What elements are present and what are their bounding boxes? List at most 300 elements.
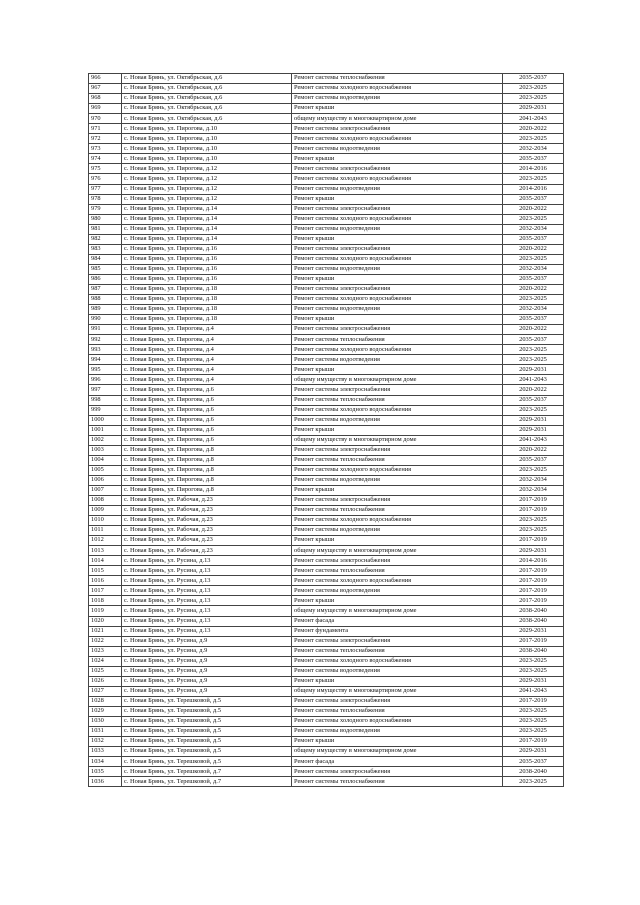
- period-cell: 2023-2025: [503, 526, 564, 536]
- work-type-cell: Ремонт системы холодного водоснабжения: [292, 717, 503, 727]
- work-type-cell: Ремонт системы электроснабжения: [292, 767, 503, 777]
- table-row: [89, 385, 564, 395]
- table-row: [89, 506, 564, 516]
- address-cell: с. Новая Брянь, ул. Русина, д.13: [122, 566, 292, 576]
- address-cell: с. Новая Брянь, ул. Терешковой, д.5: [122, 706, 292, 716]
- address-cell: с. Новая Брянь, ул. Пирогова, д.10: [122, 124, 292, 134]
- period-cell: 2038-2040: [503, 616, 564, 626]
- address-cell: с. Новая Брянь, ул. Рабочая, д.23: [122, 516, 292, 526]
- period-cell: 2020-2022: [503, 244, 564, 254]
- address-cell: с. Новая Брянь, ул. Пирогова, д.12: [122, 164, 292, 174]
- table-row: [89, 134, 564, 144]
- period-cell: 2023-2025: [503, 516, 564, 526]
- address-cell: с. Новая Брянь, ул. Пирогова, д.12: [122, 194, 292, 204]
- address-cell: с. Новая Брянь, ул. Пирогова, д.10: [122, 154, 292, 164]
- address-cell: с. Новая Брянь, ул. Пирогова, д.6: [122, 395, 292, 405]
- address-cell: с. Новая Брянь, ул. Пирогова, д.8: [122, 475, 292, 485]
- address-cell: с. Новая Брянь, ул. Октябрьская, д.6: [122, 74, 292, 84]
- row-number-cell: 977: [89, 184, 122, 194]
- period-cell: 2035-2037: [503, 194, 564, 204]
- work-type-cell: Ремонт системы холодного водоснабжения: [292, 345, 503, 355]
- table-row: [89, 475, 564, 485]
- period-cell: 2023-2025: [503, 405, 564, 415]
- row-number-cell: 1029: [89, 706, 122, 716]
- work-type-cell: Ремонт системы холодного водоснабжения: [292, 84, 503, 94]
- row-number-cell: 1012: [89, 536, 122, 546]
- period-cell: 2038-2040: [503, 767, 564, 777]
- address-cell: с. Новая Брянь, ул. Терешковой, д.5: [122, 717, 292, 727]
- work-type-cell: общему имуществу в многоквартирном доме: [292, 747, 503, 757]
- address-cell: с. Новая Брянь, ул. Пирогова, д.18: [122, 315, 292, 325]
- table-row: [89, 666, 564, 676]
- address-cell: с. Новая Брянь, ул. Русина, д.9: [122, 636, 292, 646]
- row-number-cell: 994: [89, 355, 122, 365]
- work-type-cell: Ремонт системы электроснабжения: [292, 556, 503, 566]
- work-type-cell: Ремонт системы холодного водоснабжения: [292, 214, 503, 224]
- address-cell: с. Новая Брянь, ул. Терешковой, д.7: [122, 777, 292, 787]
- period-cell: 2017-2019: [503, 586, 564, 596]
- work-type-cell: Ремонт системы теплоснабжения: [292, 506, 503, 516]
- period-cell: 2017-2019: [503, 596, 564, 606]
- period-cell: 2035-2037: [503, 74, 564, 84]
- work-type-cell: Ремонт системы электроснабжения: [292, 445, 503, 455]
- row-number-cell: 1027: [89, 686, 122, 696]
- row-number-cell: 991: [89, 325, 122, 335]
- work-type-cell: Ремонт крыши: [292, 536, 503, 546]
- row-number-cell: 1034: [89, 757, 122, 767]
- work-type-cell: Ремонт системы электроснабжения: [292, 124, 503, 134]
- table-row: [89, 194, 564, 204]
- row-number-cell: 992: [89, 335, 122, 345]
- work-type-cell: Ремонт крыши: [292, 234, 503, 244]
- address-cell: с. Новая Брянь, ул. Русина, д.13: [122, 616, 292, 626]
- table-row: [89, 777, 564, 787]
- table-row: [89, 284, 564, 294]
- address-cell: с. Новая Брянь, ул. Пирогова, д.14: [122, 214, 292, 224]
- address-cell: с. Новая Брянь, ул. Пирогова, д.4: [122, 345, 292, 355]
- row-number-cell: 971: [89, 124, 122, 134]
- address-cell: с. Новая Брянь, ул. Терешковой, д.5: [122, 727, 292, 737]
- work-type-cell: Ремонт системы теплоснабжения: [292, 335, 503, 345]
- repair-schedule-table: [88, 73, 564, 787]
- address-cell: с. Новая Брянь, ул. Пирогова, д.4: [122, 335, 292, 345]
- period-cell: 2023-2025: [503, 254, 564, 264]
- row-number-cell: 1023: [89, 646, 122, 656]
- row-number-cell: 1002: [89, 435, 122, 445]
- row-number-cell: 988: [89, 295, 122, 305]
- period-cell: 2020-2022: [503, 445, 564, 455]
- row-number-cell: 1009: [89, 506, 122, 516]
- work-type-cell: Ремонт системы водоотведения: [292, 355, 503, 365]
- address-cell: с. Новая Брянь, ул. Пирогова, д.16: [122, 244, 292, 254]
- table-row: [89, 355, 564, 365]
- address-cell: с. Новая Брянь, ул. Пирогова, д.6: [122, 385, 292, 395]
- row-number-cell: 996: [89, 375, 122, 385]
- table-row: [89, 124, 564, 134]
- row-number-cell: 1001: [89, 425, 122, 435]
- row-number-cell: 997: [89, 385, 122, 395]
- period-cell: 2035-2037: [503, 395, 564, 405]
- address-cell: с. Новая Брянь, ул. Пирогова, д.4: [122, 325, 292, 335]
- work-type-cell: Ремонт крыши: [292, 737, 503, 747]
- period-cell: 2032-2034: [503, 485, 564, 495]
- work-type-cell: Ремонт крыши: [292, 154, 503, 164]
- address-cell: с. Новая Брянь, ул. Терешковой, д.5: [122, 737, 292, 747]
- work-type-cell: Ремонт системы теплоснабжения: [292, 706, 503, 716]
- row-number-cell: 1030: [89, 717, 122, 727]
- period-cell: 2035-2037: [503, 757, 564, 767]
- table-row: [89, 717, 564, 727]
- address-cell: с. Новая Брянь, ул. Октябрьская, д.6: [122, 104, 292, 114]
- period-cell: 2029-2031: [503, 546, 564, 556]
- row-number-cell: 1025: [89, 666, 122, 676]
- row-number-cell: 1003: [89, 445, 122, 455]
- work-type-cell: Ремонт системы холодного водоснабжения: [292, 656, 503, 666]
- address-cell: с. Новая Брянь, ул. Пирогова, д.18: [122, 284, 292, 294]
- row-number-cell: 980: [89, 214, 122, 224]
- address-cell: с. Новая Брянь, ул. Пирогова, д.8: [122, 465, 292, 475]
- work-type-cell: Ремонт системы теплоснабжения: [292, 455, 503, 465]
- address-cell: с. Новая Брянь, ул. Русина, д.13: [122, 596, 292, 606]
- address-cell: с. Новая Брянь, ул. Русина, д.13: [122, 576, 292, 586]
- work-type-cell: общему имуществу в многоквартирном доме: [292, 375, 503, 385]
- period-cell: 2017-2019: [503, 536, 564, 546]
- work-type-cell: Ремонт системы теплоснабжения: [292, 395, 503, 405]
- table-row: [89, 445, 564, 455]
- period-cell: 2023-2025: [503, 174, 564, 184]
- period-cell: 2041-2043: [503, 114, 564, 124]
- address-cell: с. Новая Брянь, ул. Русина, д.9: [122, 646, 292, 656]
- address-cell: с. Новая Брянь, ул. Русина, д.13: [122, 606, 292, 616]
- period-cell: 2023-2025: [503, 295, 564, 305]
- table-row: [89, 676, 564, 686]
- work-type-cell: Ремонт системы водоотведения: [292, 666, 503, 676]
- row-number-cell: 990: [89, 315, 122, 325]
- table-row: [89, 516, 564, 526]
- row-number-cell: 982: [89, 234, 122, 244]
- work-type-cell: Ремонт системы электроснабжения: [292, 325, 503, 335]
- row-number-cell: 984: [89, 254, 122, 264]
- row-number-cell: 985: [89, 264, 122, 274]
- work-type-cell: Ремонт системы холодного водоснабжения: [292, 295, 503, 305]
- work-type-cell: Ремонт системы водоотведения: [292, 305, 503, 315]
- period-cell: 2020-2022: [503, 124, 564, 134]
- period-cell: 2017-2019: [503, 636, 564, 646]
- period-cell: 2014-2016: [503, 556, 564, 566]
- address-cell: с. Новая Брянь, ул. Пирогова, д.6: [122, 435, 292, 445]
- period-cell: 2017-2019: [503, 737, 564, 747]
- period-cell: 2029-2031: [503, 747, 564, 757]
- table-row: [89, 737, 564, 747]
- address-cell: с. Новая Брянь, ул. Пирогова, д.18: [122, 295, 292, 305]
- period-cell: 2035-2037: [503, 234, 564, 244]
- table-row: [89, 696, 564, 706]
- address-cell: с. Новая Брянь, ул. Пирогова, д.18: [122, 305, 292, 315]
- period-cell: 2038-2040: [503, 606, 564, 616]
- row-number-cell: 972: [89, 134, 122, 144]
- work-type-cell: Ремонт системы водоотведения: [292, 144, 503, 154]
- row-number-cell: 995: [89, 365, 122, 375]
- table-row: [89, 184, 564, 194]
- address-cell: с. Новая Брянь, ул. Русина, д.9: [122, 666, 292, 676]
- row-number-cell: 976: [89, 174, 122, 184]
- address-cell: с. Новая Брянь, ул. Пирогова, д.10: [122, 134, 292, 144]
- table-row: [89, 706, 564, 716]
- row-number-cell: 1010: [89, 516, 122, 526]
- address-cell: с. Новая Брянь, ул. Рабочая, д.23: [122, 526, 292, 536]
- row-number-cell: 979: [89, 204, 122, 214]
- address-cell: с. Новая Брянь, ул. Русина, д.13: [122, 586, 292, 596]
- work-type-cell: Ремонт системы холодного водоснабжения: [292, 576, 503, 586]
- address-cell: с. Новая Брянь, ул. Пирогова, д.16: [122, 254, 292, 264]
- address-cell: с. Новая Брянь, ул. Рабочая, д.23: [122, 546, 292, 556]
- table-row: [89, 485, 564, 495]
- period-cell: 2020-2022: [503, 204, 564, 214]
- work-type-cell: Ремонт крыши: [292, 194, 503, 204]
- work-type-cell: Ремонт системы электроснабжения: [292, 385, 503, 395]
- table-row: [89, 566, 564, 576]
- address-cell: с. Новая Брянь, ул. Пирогова, д.8: [122, 455, 292, 465]
- address-cell: с. Новая Брянь, ул. Рабочая, д.23: [122, 506, 292, 516]
- row-number-cell: 1016: [89, 576, 122, 586]
- work-type-cell: Ремонт системы водоотведения: [292, 415, 503, 425]
- table-row: [89, 767, 564, 777]
- period-cell: 2020-2022: [503, 325, 564, 335]
- address-cell: с. Новая Брянь, ул. Терешковой, д.5: [122, 696, 292, 706]
- row-number-cell: 1014: [89, 556, 122, 566]
- row-number-cell: 1026: [89, 676, 122, 686]
- address-cell: с. Новая Брянь, ул. Октябрьская, д.6: [122, 84, 292, 94]
- row-number-cell: 970: [89, 114, 122, 124]
- table-row: [89, 526, 564, 536]
- work-type-cell: общему имуществу в многоквартирном доме: [292, 546, 503, 556]
- period-cell: 2023-2025: [503, 656, 564, 666]
- address-cell: с. Новая Брянь, ул. Рабочая, д.23: [122, 495, 292, 505]
- work-type-cell: Ремонт системы водоотведения: [292, 224, 503, 234]
- table-row: [89, 757, 564, 767]
- table-row: [89, 576, 564, 586]
- table-row: [89, 556, 564, 566]
- address-cell: с. Новая Брянь, ул. Терешковой, д.5: [122, 757, 292, 767]
- table-row: [89, 596, 564, 606]
- row-number-cell: 981: [89, 224, 122, 234]
- period-cell: 2035-2037: [503, 154, 564, 164]
- period-cell: 2041-2043: [503, 375, 564, 385]
- address-cell: с. Новая Брянь, ул. Пирогова, д.6: [122, 425, 292, 435]
- work-type-cell: Ремонт системы электроснабжения: [292, 204, 503, 214]
- table-row: [89, 536, 564, 546]
- work-type-cell: Ремонт системы водоотведения: [292, 264, 503, 274]
- period-cell: 2029-2031: [503, 365, 564, 375]
- row-number-cell: 1032: [89, 737, 122, 747]
- table-row: [89, 114, 564, 124]
- address-cell: с. Новая Брянь, ул. Рабочая, д.23: [122, 536, 292, 546]
- table-row: [89, 586, 564, 596]
- address-cell: с. Новая Брянь, ул. Пирогова, д.4: [122, 375, 292, 385]
- table-row: [89, 435, 564, 445]
- table-row: [89, 234, 564, 244]
- work-type-cell: общему имуществу в многоквартирном доме: [292, 435, 503, 445]
- work-type-cell: Ремонт крыши: [292, 365, 503, 375]
- table-row: [89, 224, 564, 234]
- row-number-cell: 1031: [89, 727, 122, 737]
- work-type-cell: Ремонт системы водоотведения: [292, 475, 503, 485]
- row-number-cell: 968: [89, 94, 122, 104]
- row-number-cell: 967: [89, 84, 122, 94]
- row-number-cell: 975: [89, 164, 122, 174]
- table-row: [89, 425, 564, 435]
- row-number-cell: 1006: [89, 475, 122, 485]
- row-number-cell: 986: [89, 274, 122, 284]
- work-type-cell: Ремонт системы электроснабжения: [292, 244, 503, 254]
- period-cell: 2041-2043: [503, 686, 564, 696]
- period-cell: 2017-2019: [503, 566, 564, 576]
- period-cell: 2023-2025: [503, 84, 564, 94]
- period-cell: 2023-2025: [503, 345, 564, 355]
- table-row: [89, 174, 564, 184]
- table-row: [89, 204, 564, 214]
- address-cell: с. Новая Брянь, ул. Октябрьская, д.6: [122, 114, 292, 124]
- row-number-cell: 998: [89, 395, 122, 405]
- address-cell: с. Новая Брянь, ул. Пирогова, д.16: [122, 264, 292, 274]
- row-number-cell: 1021: [89, 626, 122, 636]
- table-row: [89, 626, 564, 636]
- work-type-cell: Ремонт системы теплоснабжения: [292, 566, 503, 576]
- work-type-cell: Ремонт системы электроснабжения: [292, 284, 503, 294]
- table-row: [89, 315, 564, 325]
- row-number-cell: 1013: [89, 546, 122, 556]
- row-number-cell: 993: [89, 345, 122, 355]
- work-type-cell: Ремонт системы холодного водоснабжения: [292, 134, 503, 144]
- row-number-cell: 1007: [89, 485, 122, 495]
- period-cell: 2017-2019: [503, 576, 564, 586]
- table-row: [89, 747, 564, 757]
- address-cell: с. Новая Брянь, ул. Октябрьская, д.6: [122, 94, 292, 104]
- period-cell: 2035-2037: [503, 274, 564, 284]
- work-type-cell: Ремонт фасада: [292, 757, 503, 767]
- address-cell: с. Новая Брянь, ул. Русина, д.13: [122, 626, 292, 636]
- period-cell: 2014-2016: [503, 164, 564, 174]
- row-number-cell: 966: [89, 74, 122, 84]
- table-row: [89, 546, 564, 556]
- work-type-cell: Ремонт системы теплоснабжения: [292, 777, 503, 787]
- row-number-cell: 1020: [89, 616, 122, 626]
- table-row: [89, 274, 564, 284]
- work-type-cell: Ремонт системы холодного водоснабжения: [292, 516, 503, 526]
- work-type-cell: Ремонт системы электроснабжения: [292, 696, 503, 706]
- table-row: [89, 214, 564, 224]
- address-cell: с. Новая Брянь, ул. Пирогова, д.16: [122, 274, 292, 284]
- work-type-cell: Ремонт крыши: [292, 676, 503, 686]
- table-row: [89, 646, 564, 656]
- period-cell: 2017-2019: [503, 506, 564, 516]
- row-number-cell: 1000: [89, 415, 122, 425]
- row-number-cell: 999: [89, 405, 122, 415]
- row-number-cell: 1028: [89, 696, 122, 706]
- work-type-cell: Ремонт системы водоотведения: [292, 727, 503, 737]
- row-number-cell: 969: [89, 104, 122, 114]
- table-row: [89, 335, 564, 345]
- row-number-cell: 1024: [89, 656, 122, 666]
- period-cell: 2023-2025: [503, 777, 564, 787]
- row-number-cell: 973: [89, 144, 122, 154]
- table-row: [89, 455, 564, 465]
- work-type-cell: общему имуществу в многоквартирном доме: [292, 686, 503, 696]
- period-cell: 2029-2031: [503, 104, 564, 114]
- table-row: [89, 415, 564, 425]
- period-cell: 2023-2025: [503, 727, 564, 737]
- work-type-cell: общему имуществу в многоквартирном доме: [292, 606, 503, 616]
- period-cell: 2023-2025: [503, 94, 564, 104]
- row-number-cell: 989: [89, 305, 122, 315]
- table-row: [89, 325, 564, 335]
- work-type-cell: Ремонт системы холодного водоснабжения: [292, 405, 503, 415]
- period-cell: 2023-2025: [503, 355, 564, 365]
- table-row: [89, 254, 564, 264]
- period-cell: 2020-2022: [503, 284, 564, 294]
- work-type-cell: Ремонт системы теплоснабжения: [292, 74, 503, 84]
- work-type-cell: Ремонт системы холодного водоснабжения: [292, 254, 503, 264]
- table-row: [89, 606, 564, 616]
- period-cell: 2029-2031: [503, 425, 564, 435]
- table-row: [89, 727, 564, 737]
- table-row: [89, 144, 564, 154]
- table-row: [89, 405, 564, 415]
- work-type-cell: Ремонт системы водоотведения: [292, 184, 503, 194]
- period-cell: 2041-2043: [503, 435, 564, 445]
- address-cell: с. Новая Брянь, ул. Пирогова, д.6: [122, 415, 292, 425]
- period-cell: 2017-2019: [503, 495, 564, 505]
- address-cell: с. Новая Брянь, ул. Пирогова, д.12: [122, 184, 292, 194]
- table-row: [89, 154, 564, 164]
- row-number-cell: 1005: [89, 465, 122, 475]
- row-number-cell: 1011: [89, 526, 122, 536]
- work-type-cell: Ремонт крыши: [292, 315, 503, 325]
- work-type-cell: Ремонт системы водоотведения: [292, 94, 503, 104]
- table-row: [89, 375, 564, 385]
- period-cell: 2032-2034: [503, 264, 564, 274]
- period-cell: 2029-2031: [503, 626, 564, 636]
- period-cell: 2020-2022: [503, 385, 564, 395]
- row-number-cell: 983: [89, 244, 122, 254]
- table-row: [89, 616, 564, 626]
- work-type-cell: Ремонт системы теплоснабжения: [292, 646, 503, 656]
- period-cell: 2017-2019: [503, 696, 564, 706]
- table-row: [89, 636, 564, 646]
- work-type-cell: Ремонт системы электроснабжения: [292, 495, 503, 505]
- table-row: [89, 295, 564, 305]
- address-cell: с. Новая Брянь, ул. Русина, д.9: [122, 656, 292, 666]
- work-type-cell: Ремонт системы электроснабжения: [292, 164, 503, 174]
- row-number-cell: 1019: [89, 606, 122, 616]
- work-type-cell: Ремонт системы электроснабжения: [292, 636, 503, 646]
- address-cell: с. Новая Брянь, ул. Пирогова, д.6: [122, 405, 292, 415]
- row-number-cell: 1004: [89, 455, 122, 465]
- row-number-cell: 1035: [89, 767, 122, 777]
- address-cell: с. Новая Брянь, ул. Терешковой, д.5: [122, 747, 292, 757]
- work-type-cell: Ремонт крыши: [292, 274, 503, 284]
- period-cell: 2032-2034: [503, 224, 564, 234]
- period-cell: 2035-2037: [503, 315, 564, 325]
- work-type-cell: Ремонт системы холодного водоснабжения: [292, 465, 503, 475]
- address-cell: с. Новая Брянь, ул. Пирогова, д.12: [122, 174, 292, 184]
- row-number-cell: 974: [89, 154, 122, 164]
- table-row: [89, 365, 564, 375]
- row-number-cell: 1017: [89, 586, 122, 596]
- table-row: [89, 656, 564, 666]
- address-cell: с. Новая Брянь, ул. Пирогова, д.4: [122, 355, 292, 365]
- work-type-cell: Ремонт крыши: [292, 485, 503, 495]
